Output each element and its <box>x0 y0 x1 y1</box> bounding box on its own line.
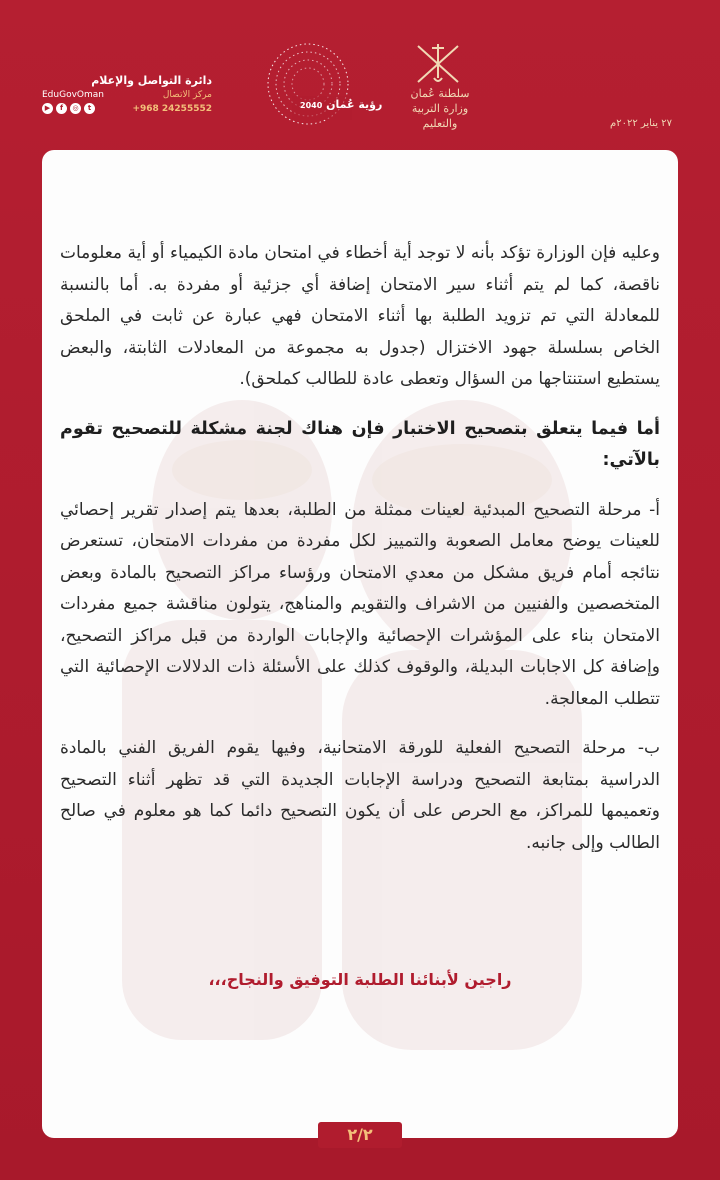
social-icons <box>42 103 95 114</box>
social-handle: EduGovOman <box>42 90 104 100</box>
paragraph-b: ب- مرحلة التصحيح الفعلية للورقة الامتحانية، وفيها يقوم الفريق الفني بالمادة الدراسية بمتابعة التصحيح ودراسة الإجابات الجديدة التي قد تظهر أثناء التصحيح وتعميمها للمراكز، مع الحرص على أن يكون التصحيح دائما كما هو معلوم في صالح الطالب وإلى جانبه. <box>60 738 660 853</box>
twitter-icon[interactable]: t <box>84 103 95 114</box>
department-block <box>42 74 212 114</box>
ministry-line1: سلطنة عُمان <box>410 87 470 100</box>
announcement-body <box>60 238 660 877</box>
phone-number: +968 24255552 <box>132 103 212 114</box>
ministry-name <box>400 86 480 131</box>
page-number-badge: ٢/٢ <box>318 1122 402 1148</box>
closing-line: راجين لأبنائنا الطلبة التوفيق والنجاح،،، <box>208 970 512 989</box>
section-heading: أما فيما يتعلق بتصحيح الاختبار فإن هناك لجنة مشكلة للتصحيح تقوم بالآتي: <box>60 418 660 470</box>
youtube-icon[interactable]: ▶ <box>42 103 53 114</box>
vision-year: 2040 <box>300 101 323 110</box>
ministry-line2: وزارة التربية والتعليم <box>411 102 469 130</box>
call-center-label: مركز الاتصال <box>162 90 212 100</box>
vision-2040-logo <box>248 38 368 130</box>
publish-date: ٢٧ يناير ٢٠٢٢م <box>610 118 672 129</box>
vision-label <box>300 98 382 111</box>
vision-label-text: رؤية عُمان <box>326 98 383 111</box>
content-card <box>42 150 678 1138</box>
instagram-icon[interactable]: ◎ <box>70 103 81 114</box>
header <box>0 0 720 150</box>
paragraph-1: وعليه فإن الوزارة تؤكد بأنه لا توجد أية أخطاء في امتحان مادة الكيمياء أو أية معلومات ناقصة، كما لم يتم أثناء سير الامتحان إضافة أي جزئية أو مفردة به. أما بالنسبة للمعادلة التي تم تزويد الطلبة بها أثناء الامتحان فهي عبارة عن ثابت في الملحق الخاص بسلسلة جهود الاختزال (جدول به مجموعة من المعادلات الثابتة، والبعض يستطيع استنتاجها من السؤال وتعطى عادة للطالب كملحق). <box>60 243 660 389</box>
department-title: دائرة التواصل والإعلام <box>91 74 212 87</box>
oman-emblem-icon <box>408 38 468 88</box>
facebook-icon[interactable]: f <box>56 103 67 114</box>
paragraph-a: أ- مرحلة التصحيح المبدئية لعينات ممثلة من الطلبة، بعدها يتم إصدار تقرير إحصائي للعينات يوضح معامل الصعوبة والتمييز لكل مفردة من مفردات الامتحان، تستعرض نتائجه أمام فريق مشكل من معدي الامتحان ورؤساء مراكز التصحيح بالمادة وبعض المتخصصين والفنيين من الاشراف والتقويم والمناهج، يتولون مناقشة جميع مفردات الامتحان بناء على المؤشرات الإحصائية والإجابات الواردة من قبل مراكز التصحيح، وإضافة كل الاجابات البديلة، والوقوف كذلك على الأسئلة ذات الدلالات الإحصائية التي تتطلب المعالجة. <box>60 499 660 709</box>
